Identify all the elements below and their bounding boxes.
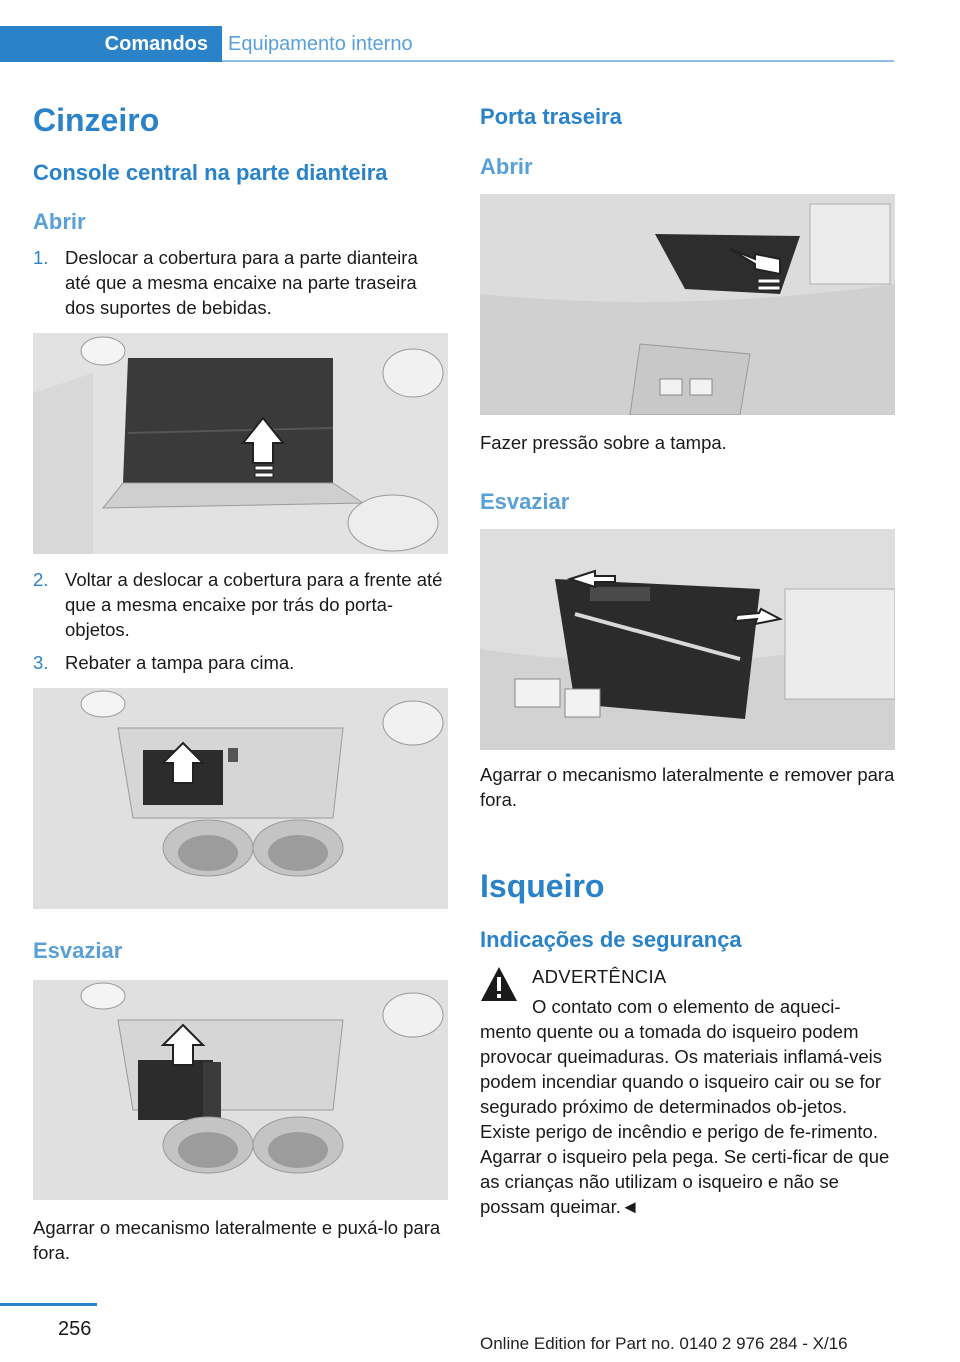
photo-rear-ashtray-remove bbox=[480, 529, 895, 750]
step-text: Rebater a tampa para cima. bbox=[65, 652, 295, 673]
warning-text-body: mento quente ou a tomada do isqueiro podem provocar queimaduras. Os materiais inflamá-veis podem incendiar quando o isqueiro cair ou se for segurado próximo de determinados ob-jetos. Existe perigo de incêndio e perigo de fe-rimento. Agarrar o isqueiro pela pega. Se certi-ficar de que as crianças não utilizam o isqueiro e não se possam queimar.◄ bbox=[480, 1021, 890, 1217]
step-1 bbox=[33, 245, 448, 325]
tab-equipamento-interno[interactable]: Equipamento interno bbox=[228, 33, 413, 55]
footer-divider bbox=[0, 1303, 97, 1306]
warning-label: ADVERTÊNCIA bbox=[532, 966, 667, 987]
heading-esvaziar-right: Esvaziar bbox=[480, 489, 570, 514]
photo-lid-up bbox=[33, 688, 448, 909]
step-number: 3. bbox=[33, 652, 49, 673]
subsection-console-central: Console central na parte dianteira bbox=[33, 160, 388, 185]
warning-text-first-line: O contato com o elemento de aqueci- bbox=[532, 996, 841, 1017]
section-title-isqueiro: Isqueiro bbox=[480, 868, 605, 904]
step-number: 1. bbox=[33, 247, 49, 268]
page-number: 256 bbox=[58, 1318, 92, 1340]
section-title-cinzeiro: Cinzeiro bbox=[33, 102, 160, 138]
photo-ashtray-remove bbox=[33, 980, 448, 1200]
photo-console-cover bbox=[33, 333, 448, 554]
page-header bbox=[0, 0, 960, 62]
text-esvaziar-left: Agarrar o mecanismo lateralmente e puxá-lo para fora. bbox=[33, 1217, 441, 1263]
heading-abrir-left: Abrir bbox=[33, 209, 86, 234]
step-3 bbox=[33, 650, 448, 678]
subsection-indicacoes-seguranca: Indicações de segurança bbox=[480, 927, 742, 952]
warning-triangle-icon bbox=[480, 966, 518, 1002]
heading-abrir-right: Abrir bbox=[480, 154, 533, 179]
subsection-porta-traseira: Porta traseira bbox=[480, 104, 622, 129]
step-text: Voltar a deslocar a cobertura para a frente até que a mesma encaixe por trás do porta-objetos. bbox=[65, 569, 443, 640]
tab-comandos[interactable]: Comandos bbox=[0, 26, 222, 62]
step-text: Deslocar a cobertura para a parte dianteira até que a mesma encaixe na parte traseira dos suportes de bebidas. bbox=[65, 247, 418, 318]
step-2 bbox=[33, 567, 448, 647]
heading-esvaziar-left: Esvaziar bbox=[33, 938, 123, 963]
header-divider bbox=[222, 60, 894, 62]
text-abrir-right: Fazer pressão sobre a tampa. bbox=[480, 432, 727, 453]
footer-edition: Online Edition for Part no. 0140 2 976 284 - X/16 bbox=[480, 1334, 848, 1353]
photo-rear-door-lid bbox=[480, 194, 895, 415]
text-esvaziar-right: Agarrar o mecanismo lateralmente e remover para fora. bbox=[480, 764, 895, 810]
step-number: 2. bbox=[33, 569, 49, 590]
